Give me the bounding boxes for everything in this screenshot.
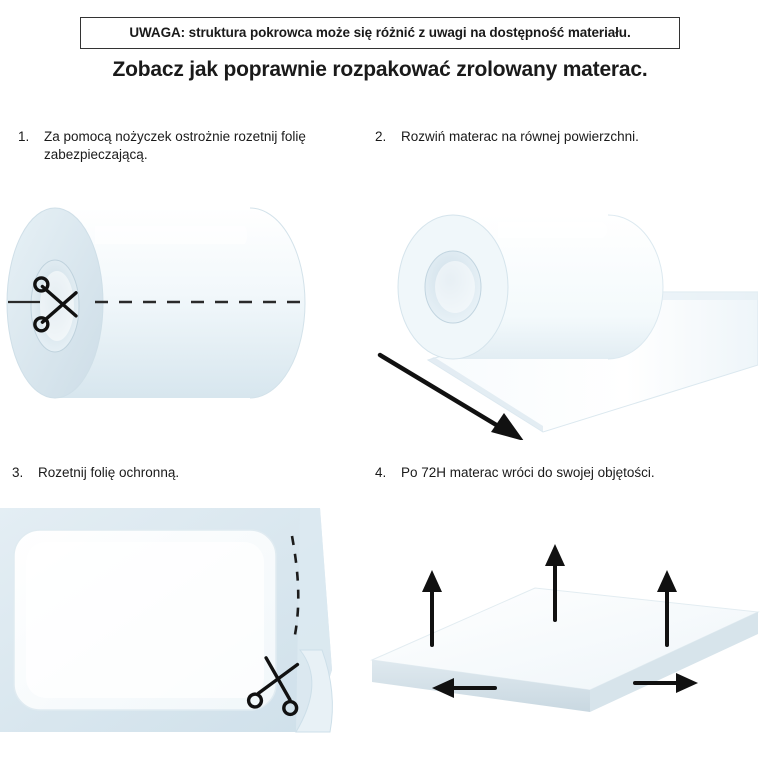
step-4-number: 4. <box>375 465 387 480</box>
step-1-header <box>18 128 363 164</box>
step-3-number: 3. <box>12 465 24 480</box>
step-4-header <box>375 464 745 482</box>
step-2-text: Rozwiń materac na równej powierzchni. <box>401 129 639 144</box>
flat-mattress <box>14 530 276 710</box>
step-3 <box>12 464 357 482</box>
step-3-text: Rozetnij folię ochronną. <box>38 465 180 480</box>
step-1-text: Za pomocą nożyczek ostrożnie rozetnij folię zabezpieczającą. <box>44 129 306 163</box>
step-1-number: 1. <box>18 129 30 144</box>
step-2-figure <box>358 160 758 440</box>
step-4-figure <box>360 540 760 740</box>
step-2-number: 2. <box>375 129 387 144</box>
step-4 <box>375 464 745 482</box>
step-3-header <box>12 464 357 482</box>
step-2-header <box>375 128 745 146</box>
page-title: Zobacz jak poprawnie rozpakować zrolowany materac. <box>112 58 648 81</box>
step-1 <box>18 128 363 164</box>
notice-text: UWAGA: struktura pokrowca może się różnić z uwagi na dostępność materiału. <box>129 25 631 40</box>
mattress-roll <box>398 215 663 359</box>
step-3-figure <box>0 500 350 750</box>
notice-banner <box>80 17 680 49</box>
step-4-text: Po 72H materac wróci do swojej objętości. <box>401 465 655 480</box>
expanded-mattress <box>372 588 758 712</box>
step-2 <box>375 128 745 146</box>
step-1-figure <box>0 178 360 433</box>
